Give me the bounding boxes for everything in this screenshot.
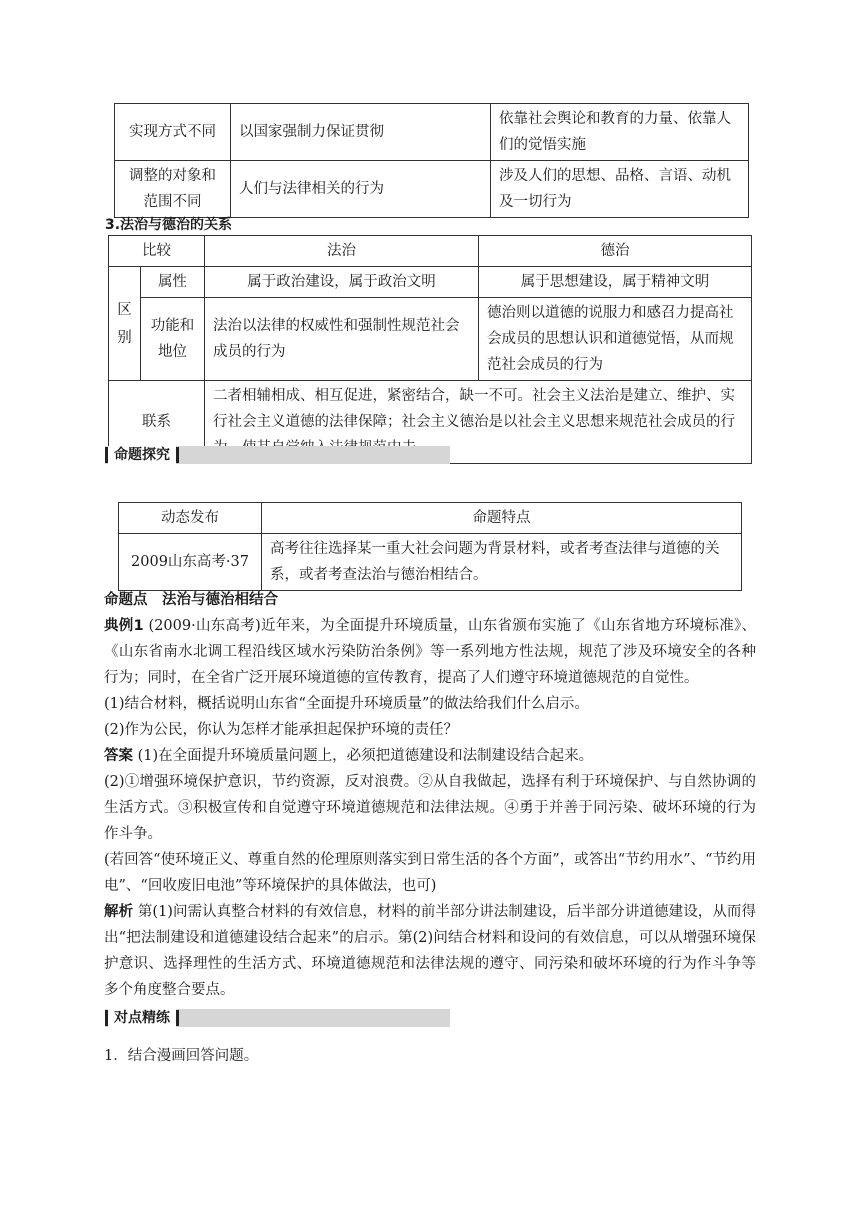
link-label: 联系 (109, 381, 205, 464)
func-label: 功能和地位 (141, 298, 205, 381)
analysis-paragraph (104, 899, 756, 1003)
feature-cell: 高考往往选择某一重大社会问题为背景材料，或者考查法律与道德的关系，或者考查法治与德治相结合。 (262, 534, 742, 591)
moral-cell: 涉及人们的思想、品格、言语、动机及一切行为 (491, 161, 749, 218)
topic-point: 命题点 法治与德治相结合 (104, 592, 278, 608)
exam-feature-table (118, 502, 742, 591)
header-law: 法治 (205, 236, 479, 267)
attr-label: 属性 (141, 267, 205, 298)
link-text: 二者相辅相成、相互促进，紧密结合，缺一不可。社会主义法治是建立、维护、实行社会主义道德的法律保障；社会主义德治是以社会主义思想来规范社会成员的行 (205, 381, 752, 464)
moral-cell: 依靠社会舆论和教育的力量、依靠人们的觉悟实施 (491, 104, 749, 161)
analysis-text: 第(1)问需认真整合材料的有效信息，材料的前半部分讲法制建设，后半部分讲道德建设，从而得出“把法制建设和道德建设结合起来”的启示。第(2)问结合材料和设问的有效信息，可以从增强环境保护意识、选择理性的生活方式、环境道德规范和法律法规的遵守、同污染和破坏环境的行为作斗争等多个角度整合要点。 (104, 904, 756, 998)
answer-2: (2)①增强环境保护意识，节约资源，反对浪费。②从自我做起，选择有利于环境保护、与自然协调的生活方式。③积极宣传和自觉遵守环境道德规范和法律法规。④勇于并善于同污染、破坏环境的行为作斗争。 (104, 774, 756, 842)
question-2: (2)作为公民，你认为怎样才能承担起保护环境的责任？ (104, 722, 459, 738)
attr-law: 属于政治建设，属于政治文明 (205, 267, 479, 298)
example-paragraph (104, 613, 756, 691)
content-block (104, 587, 756, 1003)
example-text: (2009·山东高考)近年来，为全面提升环境质量，山东省颁布实施了《山东省地方环境标准》、《山东省南水北调工程沿线区域水污染防治条例》等一系列地方性法规，规范了涉及环境安全的各种行为；同时，在全省广泛开展环境道德的宣传教育，提高了人们遵守环境道德规范的自觉性。 (104, 618, 756, 686)
law-cell: 以国家强制力保证贯彻 (231, 104, 491, 161)
banner-label: 对点精练 (108, 1009, 176, 1027)
row-label: 实现方式不同 (115, 104, 231, 161)
rule-of-law-vs-virtue-table (108, 235, 752, 464)
header-source: 动态发布 (119, 503, 262, 534)
question-1: (1)结合材料，概括说明山东省“全面提升环境质量”的做法给我们什么启示。 (104, 696, 589, 712)
func-law: 法治以法律的权威性和强制性规范社会成员的行为 (205, 298, 479, 381)
section-banner (105, 446, 450, 464)
section-title: 3.法治与德治的关系 (105, 217, 233, 233)
diff-label: 区别 (109, 267, 141, 381)
answer-note: (若回答“使环境正义、尊重自然的伦理原则落实到日常生活的各个方面”，或答出“节约用水”、“节约用电”、“回收废旧电池”等环境保护的具体做法，也可) (104, 852, 756, 894)
answer-1-line (104, 743, 756, 769)
banner-label: 命题探究 (108, 446, 176, 464)
practice-question: 1．结合漫画回答问题。 (104, 1048, 259, 1064)
practice-banner (105, 1009, 450, 1027)
row-label: 调整的对象和范围不同 (115, 161, 231, 218)
answer-1: (1)在全面提升环境质量问题上，必须把道德建设和法制建设结合起来。 (137, 748, 594, 764)
answer-label: 答案 (104, 748, 133, 764)
analysis-label: 解析 (104, 904, 134, 920)
source-cell: 2009山东高考·37 (119, 534, 262, 591)
header-moral: 德治 (479, 236, 752, 267)
header-feature: 命题特点 (262, 503, 742, 534)
attr-moral: 属于思想建设，属于精神文明 (479, 267, 752, 298)
comparison-table-top (114, 103, 749, 218)
func-moral: 德治则以道德的说服力和感召力提高社会成员的思想认识和道德觉悟，从而规范社会成员的行为 (479, 298, 752, 381)
example-label: 典例1 (104, 618, 144, 634)
law-cell: 人们与法律相关的行为 (231, 161, 491, 218)
header-compare: 比较 (109, 236, 205, 267)
